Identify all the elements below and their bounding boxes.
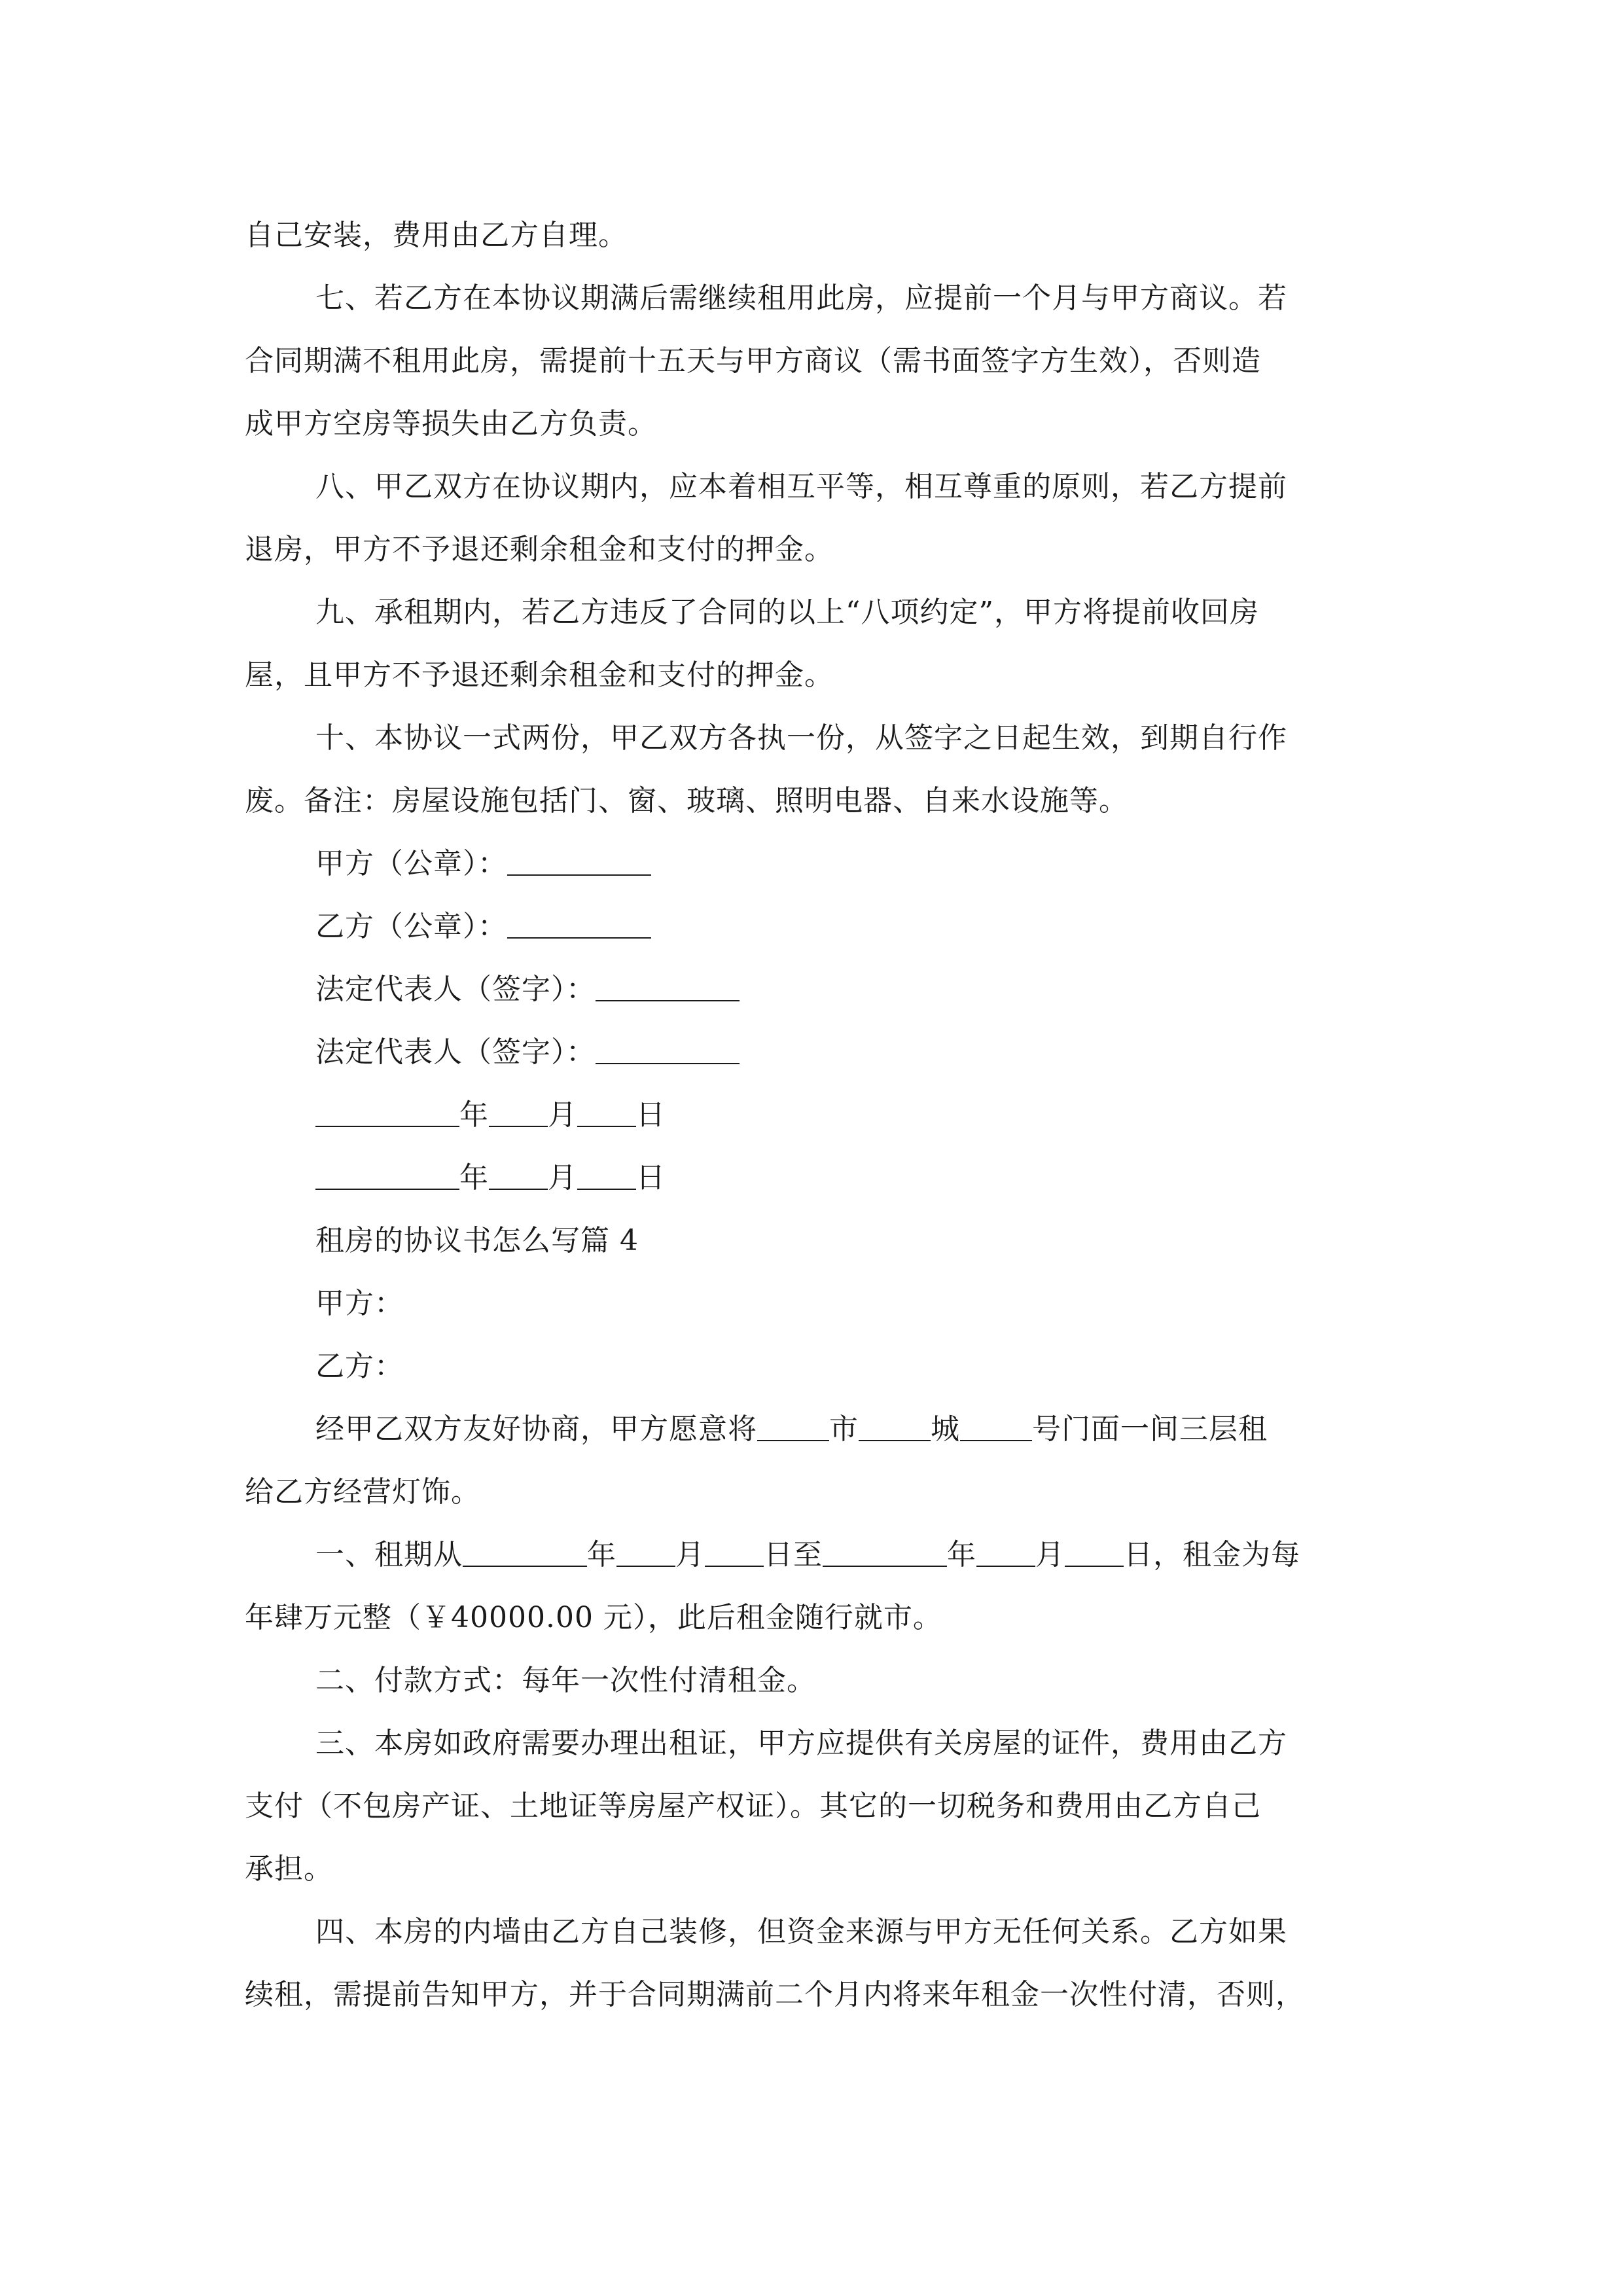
date-blank-year[interactable] [315,1097,459,1127]
date-year-label: 年 [459,1098,489,1132]
clause-7-line-3: 成甲方空房等损失由乙方负责。 [245,407,657,440]
clause-4-line-2: 续租，需提前告知甲方，并于合同期满前二个月内将来年租金一次性付清，否则， [245,1978,1305,2011]
date-blank-month[interactable] [489,1097,548,1127]
clause-7-line-1: 七、若乙方在本协议期满后需继续租用此房，应提前一个月与甲方商议。若 [315,281,1287,315]
date-line-2 [245,1147,1383,1210]
city-label: 市 [829,1412,859,1446]
intro-line-2: 给乙方经营灯饰。 [245,1475,480,1509]
date-year-label: 年 [459,1161,489,1194]
signature-label: 乙方（公章）： [315,910,507,943]
intro-text: 号门面一间三层租 [1032,1412,1268,1446]
term-line-1 [245,1524,1383,1587]
signature-blank[interactable] [507,908,651,939]
clause-10-line-1: 十、本协议一式两份，甲乙双方各执一份，从签字之日起生效，到期自行作 [315,721,1287,755]
payment-line: 二、付款方式：每年一次性付清租金。 [315,1664,816,1697]
date-blank-month[interactable] [489,1160,548,1190]
term-blank-year[interactable] [463,1537,587,1567]
city-blank[interactable] [757,1411,829,1441]
signature-party-b [245,895,1383,958]
intro-line-1 [245,1398,1383,1461]
clause-4-line-1: 四、本房的内墙由乙方自己装修，但资金来源与甲方无任何关系。乙方如果 [315,1915,1287,1948]
intro-text: 经甲乙双方友好协商，甲方愿意将 [315,1412,757,1446]
term-blank-day-end[interactable] [1065,1537,1124,1567]
clause-3-line-1: 三、本房如政府需要办理出租证，甲方应提供有关房屋的证件，费用由乙方 [315,1727,1287,1760]
signature-label: 甲方（公章）： [315,847,507,880]
clause-7-line-2: 合同期满不租用此房，需提前十五天与甲方商议（需书面签字方生效），否则造 [245,344,1261,378]
term-text: 日，租金为每 [1124,1538,1300,1571]
date-blank-year[interactable] [315,1160,459,1190]
term-blank-month-end[interactable] [976,1537,1035,1567]
term-year-label: 年 [587,1538,616,1571]
date-month-label: 月 [548,1161,577,1194]
term-to-label: 日至 [764,1538,823,1571]
clause-8-line-1: 八、甲乙双方在协议期内，应本着相互平等，相互尊重的原则，若乙方提前 [315,470,1287,503]
town-label: 城 [931,1412,960,1446]
clause-3-line-3: 承担。 [245,1852,333,1886]
signature-blank[interactable] [596,1034,740,1064]
clause-10-line-2: 废。备注：房屋设施包括门、窗、玻璃、照明电器、自来水设施等。 [245,784,1128,817]
party-b-line: 乙方： [315,1350,404,1383]
town-blank[interactable] [859,1411,931,1441]
term-line-2: 年肆万元整（￥40000.00 元），此后租金随行就市。 [245,1601,942,1634]
clause-8-line-2: 退房，甲方不予退还剩余租金和支付的押金。 [245,533,834,566]
date-line-1 [245,1084,1383,1147]
party-a-line: 甲方： [315,1287,404,1320]
clause-3-line-2: 支付（不包房产证、土地证等房屋产权证）。其它的一切税务和费用由乙方自己 [245,1789,1261,1823]
term-month-label: 月 [675,1538,705,1571]
date-day-label: 日 [636,1098,666,1132]
clause-9-line-1: 九、承租期内，若乙方违反了合同的以上“八项约定”，甲方将提前收回房 [315,596,1259,629]
date-blank-day[interactable] [577,1097,636,1127]
clause-9-line-2: 屋，且甲方不予退还剩余租金和支付的押金。 [245,658,834,692]
text-line: 自己安装，费用由乙方自理。 [245,219,628,252]
number-blank[interactable] [960,1411,1032,1441]
signature-party-a [245,833,1383,895]
signature-blank[interactable] [596,971,740,1001]
date-blank-day[interactable] [577,1160,636,1190]
signature-rep-1 [245,958,1383,1021]
date-day-label: 日 [636,1161,666,1194]
term-year-label: 年 [947,1538,976,1571]
term-month-label: 月 [1035,1538,1065,1571]
signature-blank[interactable] [507,846,651,876]
date-month-label: 月 [548,1098,577,1132]
document-page [245,204,1383,2026]
signature-label: 法定代表人（签字）： [315,1035,596,1069]
term-blank-day[interactable] [705,1537,764,1567]
section-title: 租房的协议书怎么写篇 4 [315,1224,639,1257]
term-text: 一、租期从 [315,1538,463,1571]
signature-label: 法定代表人（签字）： [315,973,596,1006]
term-blank-month[interactable] [616,1537,675,1567]
signature-rep-2 [245,1021,1383,1084]
term-blank-year-end[interactable] [823,1537,947,1567]
